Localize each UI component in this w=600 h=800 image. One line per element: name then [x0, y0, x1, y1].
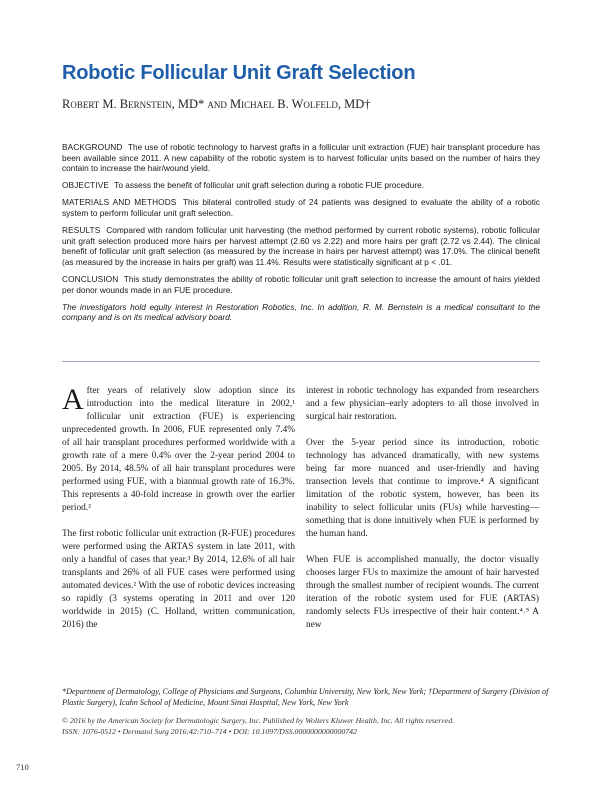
footnote-affiliations: *Department of Dermatology, College of Physicians and Surgeons, Columbia University, New York, New York; †Department of Surgery (Division of Plastic Surgery), Icahn School of Medicine, Mount Sinai Hospital, New York, New York — [62, 687, 549, 707]
abstract-background-label: BACKGROUND — [62, 142, 123, 152]
abstract-results-text: Compared with random follicular unit harvesting (the method performed by current robotic systems), robotic follicular unit graft selection produced more hairs per harvest attempt (2.60 vs 2.22) and more hairs per graft (2.72 vs 2.44). The clinical benefit of follicular unit graft selection (as measured by the increase in hairs per harvest attempt) was 17.0%. The clinical benefit (as measured by the increase in hairs per graft) was 11.4%. Results were statistically significant at p < .01. — [62, 225, 540, 267]
body-paragraph: When FUE is accomplished manually, the doctor visually chooses larger FUs to maximize the amount of hair harvested through the smallest number of recipient wounds. The current iteration of the robotic system used for FUE (ARTAS) randomly selects FUs irrespective of their hair content.⁴˒⁵ A new — [306, 555, 539, 630]
body-paragraph: The first robotic follicular unit extraction (R-FUE) procedures were performed using the ARTAS system in late 2011, with only a handful of cases that year.³ By 2014, 12.6% of all hair transplants and 26% of all FUE cases were performed using automated devices.² With the use of robotic devices increasing so rapidly (3 systems operating in 2011 and over 120 worldwide in 2015) (C. Holland, written communication, 2016) the — [62, 529, 295, 630]
page-number: 710 — [16, 762, 29, 772]
issn-line: ISSN: 1076-0512 • Dermatol Surg 2016;42:710–714 • DOI: 10.1097/DSS.0000000000000742 — [62, 726, 357, 736]
body-paragraph: interest in robotic technology has expanded from researchers and a few physician–early adopters to all those involved in surgical hair restoration. — [306, 386, 539, 422]
body-column-left — [62, 385, 295, 645]
abstract — [62, 142, 540, 329]
affiliation-footnotes — [62, 687, 562, 708]
abstract-methods-text: This bilateral controlled study of 24 patients was designed to evaluate the ability of a robotic system to perform follicular unit graft selection. — [62, 197, 540, 218]
abstract-disclosure: The investigators hold equity interest in Restoration Robotics, Inc. In addition, R. M. Bernstein is a medical consultant to the company and is on its medical advisory board. — [62, 301, 540, 323]
body-paragraph — [62, 385, 295, 515]
section-divider — [62, 361, 540, 362]
abstract-results — [62, 225, 540, 267]
abstract-conclusion-text: This study demonstrates the ability of robotic follicular unit graft selection to increase the amount of hairs yielded per donor wounds made in an FUE procedure. — [62, 273, 541, 295]
body-paragraph-text: fter years of relatively slow adoption since its introduction into the medical literature in 2002,¹ follicular unit extraction (FUE) is experiencing unprecedented growth. In 2006, FUE represented only 7.4% of all hair transplant procedures performed worldwide with a growth rate of a mere 0.4% over the 2-year period 2004 to 2005. By 2014, 48.5% of all hair transplant procedures were performed using FUE, with a biannual growth rate of 16.3%. This represents a 40-fold increase in growth over the earlier period.² — [62, 386, 295, 513]
abstract-conclusion-label: CONCLUSION — [62, 273, 119, 284]
copyright-block — [62, 716, 562, 737]
abstract-objective-label: OBJECTIVE — [62, 180, 110, 191]
abstract-methods — [62, 197, 540, 218]
body-paragraph: Over the 5-year period since its introduction, robotic technology has advanced dramatically, with new systems being far more nuanced and user-friendly and having transection levels that continue to improve.⁴ A significant limitation of the robotic system, however, has been its inability to select follicular units (FUs) while harvesting—something that is done intuitively when FUE is performed by the human hand. — [306, 438, 539, 539]
copyright-line: © 2016 by the American Society for Dermatologic Surgery, Inc. Published by Wolters Kluwer Health, Inc. All rights reserved. — [62, 716, 455, 725]
article-title: Robotic Follicular Unit Graft Selection — [62, 62, 416, 84]
abstract-background-text: The use of robotic technology to harvest grafts in a follicular unit extraction (FUE) hair transplant procedure has been available since 2011. A new capability of the robotic system is to harvest follicular units based on the number of hairs they contain to increase the hair/wound yield. — [62, 142, 540, 174]
article-authors: Robert M. Bernstein, MD* and Michael B. Wolfeld, MD† — [62, 97, 371, 111]
abstract-methods-label: MATERIALS AND METHODS — [62, 197, 177, 208]
abstract-objective — [62, 180, 540, 191]
abstract-objective-text: To assess the benefit of follicular unit graft selection during a robotic FUE procedure. — [114, 180, 425, 191]
abstract-background — [62, 142, 540, 174]
abstract-results-label: RESULTS — [62, 225, 101, 236]
abstract-conclusion — [62, 274, 540, 295]
drop-cap: A — [62, 383, 84, 416]
body-column-right — [306, 385, 539, 645]
